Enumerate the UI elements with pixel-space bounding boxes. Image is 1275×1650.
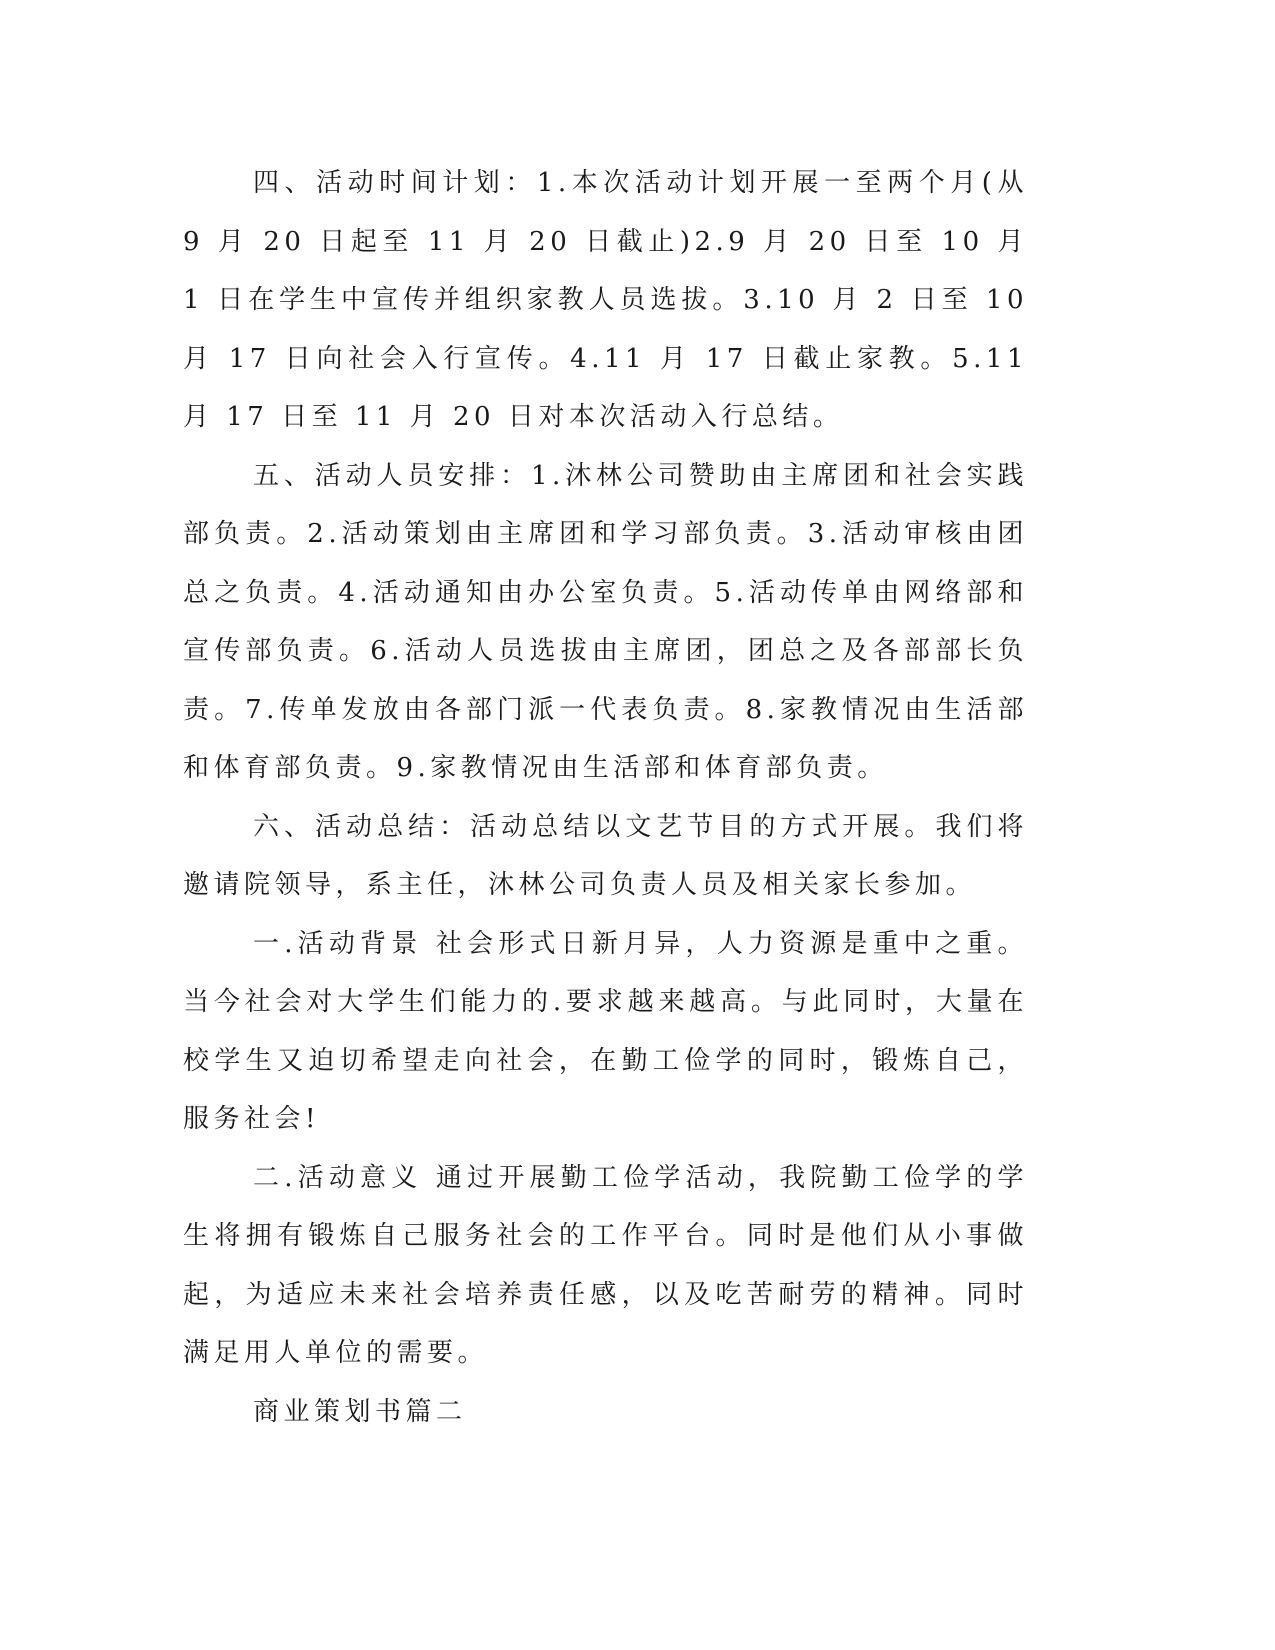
paragraph-activity-summary: 六、活动总结：活动总结以文艺节目的方式开展。我们将邀请院领导，系主任，沐林公司负责人员及相关家长参加。: [183, 811, 1028, 900]
paragraph-staff-arrangement: 五、活动人员安排：1.沐林公司赞助由主席团和社会实践部负责。2.活动策划由主席团和学习部负责。3.活动审核由团总之负责。4.活动通知由办公室负责。5.活动传单由网络部和宣传部负责。6.活动人员选拔由主席团，团总之及各部部长负责。7.传单发放由各部门派一代表负责。8.家教情况由生活部和体育部负责。9.家教情况由生活部和体育部负责。: [183, 460, 1028, 783]
paragraph-activity-background: 一.活动背景 社会形式日新月异，人力资源是重中之重。当今社会对大学生们能力的.要求越来越高。与此同时，大量在校学生又迫切希望走向社会，在勤工俭学的同时，锻炼自己，服务社会!: [183, 928, 1028, 1134]
paragraph-activity-significance: 二.活动意义 通过开展勤工俭学活动，我院勤工俭学的学生将拥有锻炼自己服务社会的工作平台。同时是他们从小事做起，为适应未来社会培养责任感，以及吃苦耐劳的精神。同时满足用人单位的需要。: [183, 1162, 1028, 1368]
document-body: [183, 154, 1028, 1441]
section-heading-part-two: 商业策划书篇二: [253, 1396, 467, 1427]
paragraph-activity-schedule: 四、活动时间计划：1.本次活动计划开展一至两个月(从 9 月 20 日起至 11 月 20 日截止)2.9 月 20 日至 10 月 1 日在学生中宣传并组织家教人员选拔。3.10 月 2 日至 10 月 17 日向社会入行宣传。4.11 月 17 日截止家教。5.11 月 17 日至 11 月 20 日对本次活动入行总结。: [183, 168, 1028, 432]
